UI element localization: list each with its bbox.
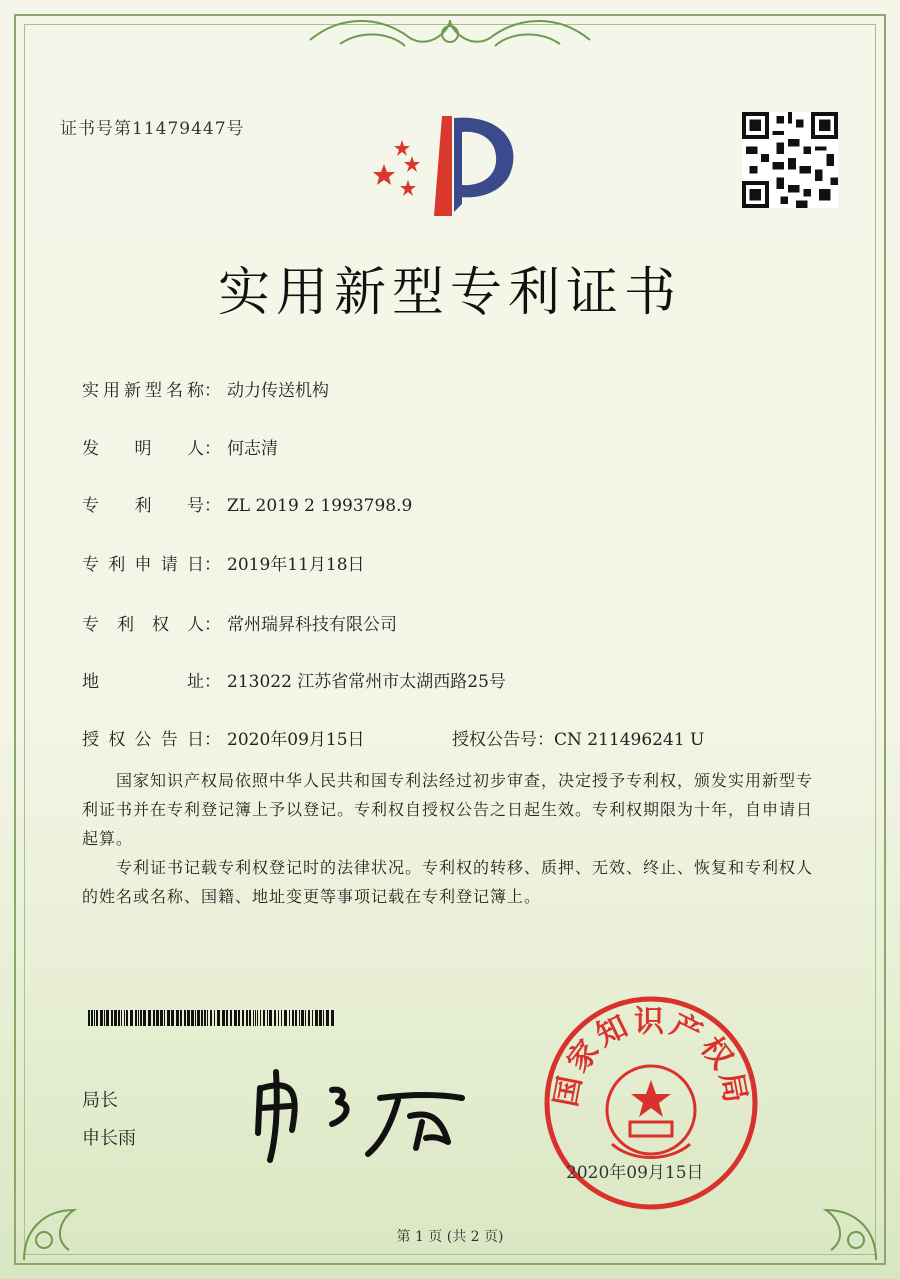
- field-announcement-number: 授权公告号：CN 211496241 U: [452, 730, 705, 750]
- field-label: 授权公告号: [452, 730, 537, 750]
- page-number: 第 1 页 (共 2 页): [396, 1229, 504, 1245]
- field-value: 动力传送机构: [227, 381, 329, 401]
- field-model-name: 实用新型名称： 动力传送机构: [82, 376, 329, 401]
- field-value: CN 211496241 U: [554, 730, 705, 750]
- qr-code-icon: [742, 112, 838, 208]
- top-ornament-icon: [300, 10, 600, 56]
- field-label: 地址: [82, 672, 204, 692]
- issue-date: 2020年09月15日: [566, 1163, 704, 1183]
- official-name: 申长雨: [82, 1128, 136, 1149]
- paragraph-grant: 国家知识产权局依照中华人民共和国专利法经过初步审查，决定授予专利权，颁发实用新型专利证书并在专利登记簿上予以登记。专利权自授权公告之日起生效。专利权期限为十年，自申请日起算。: [82, 771, 814, 848]
- field-inventor: 发明人： 何志清: [82, 434, 278, 459]
- field-value: 213022 江苏省常州市太湖西路25号: [227, 672, 506, 692]
- field-label: 专利权人: [82, 615, 204, 635]
- field-label: 专利号: [82, 496, 204, 516]
- field-label: 专利申请日: [82, 555, 204, 575]
- field-label: 授权公告日: [82, 730, 204, 750]
- field-address: 地址： 213022 江苏省常州市太湖西路25号: [82, 667, 506, 692]
- field-value: ZL 2019 2 1993798.9: [227, 496, 413, 516]
- certificate-title: 实用新型专利证书: [217, 263, 682, 323]
- signature-icon: [240, 1058, 480, 1168]
- field-application-date: 专利申请日： 2019年11月18日: [82, 550, 365, 575]
- barcode-icon: [88, 1010, 334, 1026]
- seal-text: 国家知识产权局: [548, 1004, 754, 1110]
- certificate-number: 证书号第11479447号: [60, 119, 245, 139]
- field-label: 实用新型名称: [82, 381, 204, 401]
- field-value: 常州瑞昇科技有限公司: [227, 615, 397, 635]
- official-title: 局长: [82, 1090, 118, 1111]
- paragraph-legal-status: 专利证书记载专利权登记时的法律状况。专利权的转移、质押、无效、终止、恢复和专利权人的姓名或名称、国籍、地址变更等事项记载在专利登记簿上。: [82, 858, 814, 906]
- field-grant-date: 授权公告日： 2020年09月15日: [82, 725, 365, 750]
- field-value: 何志清: [227, 439, 278, 459]
- field-patent-number: 专利号： ZL 2019 2 1993798.9: [82, 491, 412, 516]
- field-label: 发明人: [82, 439, 204, 459]
- bottom-right-ornament-icon: [806, 1180, 886, 1266]
- patent-logo-icon: [372, 104, 532, 224]
- bottom-left-ornament-icon: [14, 1180, 94, 1266]
- field-patentee: 专利权人： 常州瑞昇科技有限公司: [82, 610, 397, 635]
- field-value: 2019年11月18日: [227, 555, 365, 575]
- field-value: 2020年09月15日: [227, 730, 365, 750]
